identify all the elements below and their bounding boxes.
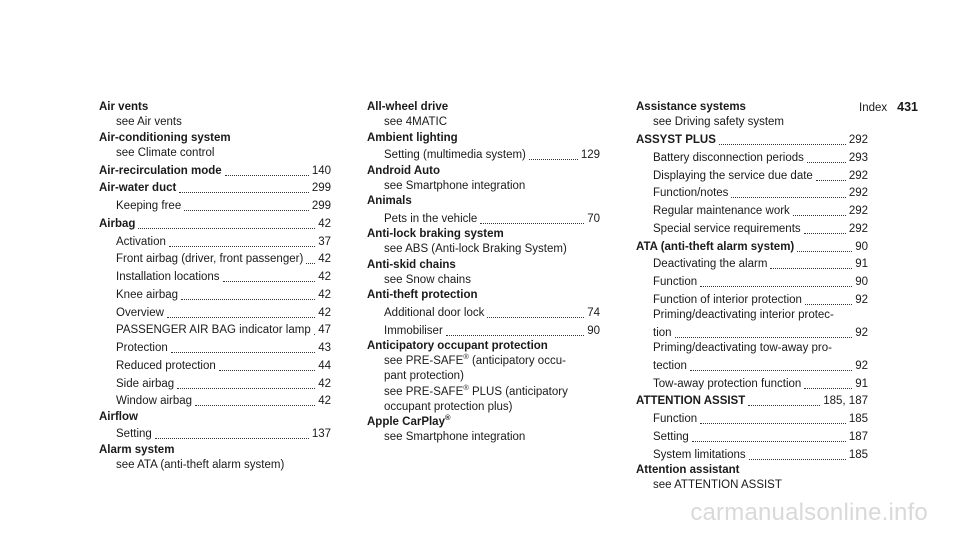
entry-heading: Ambient lighting xyxy=(367,131,458,144)
index-entry-air-conditioning xyxy=(99,131,331,162)
see-reference: see ABS (Anti-lock Braking System) xyxy=(384,243,567,256)
watermark: carmanualsonline.info xyxy=(690,499,928,526)
index-entry-anti-theft-protection xyxy=(367,288,600,339)
index-entry-ambient-lighting xyxy=(367,131,600,164)
subentry: Setting 137 xyxy=(116,428,331,441)
entry-heading: Attention assistant xyxy=(636,463,740,476)
subentry: PASSENGER AIR BAG indicator lamp 47 xyxy=(116,324,331,337)
subentry-continued: tection 92 xyxy=(653,359,868,372)
subentry: Special service requirements 292 xyxy=(653,222,868,235)
subentry-wrapped: Priming/deactivating tow-away pro- xyxy=(653,342,832,354)
entry-heading: All-wheel drive xyxy=(367,101,449,113)
index-entry-assistance-systems xyxy=(636,100,868,131)
see-reference: see Driving safety system xyxy=(653,116,785,129)
subentry: Function 90 xyxy=(653,276,868,288)
page-ref: 42 xyxy=(318,217,331,230)
subentry: Function of interior protection 92 xyxy=(653,293,868,306)
index-column-2 xyxy=(367,100,600,446)
see-reference-continued: occupant protection plus) xyxy=(384,400,513,413)
index-entry-air-vents xyxy=(99,100,331,131)
subentry: Battery disconnection periods 293 xyxy=(653,151,868,164)
entry-heading: Apple CarPlay® xyxy=(367,413,451,428)
subentry: Deactivating the alarm 91 xyxy=(653,258,868,271)
see-reference: see Snow chains xyxy=(384,273,471,286)
entry-heading: ASSYST PLUS xyxy=(636,134,716,146)
subentry: Window airbag 42 xyxy=(116,395,331,408)
subentry: Setting (multimedia system) 129 xyxy=(384,149,600,162)
entry-heading: Animals xyxy=(367,195,412,207)
index-entry-android-auto xyxy=(367,164,600,195)
subentry: Front airbag (driver, front passenger) 42 xyxy=(116,253,331,266)
entry-heading: Android Auto xyxy=(367,164,441,177)
index-entry-airbag xyxy=(99,214,331,409)
entry-heading: Anticipatory occupant protection xyxy=(367,339,548,352)
subentry: Protection 43 xyxy=(116,342,331,354)
subentry: Pets in the vehicle 70 xyxy=(384,212,600,225)
see-reference: see PRE-SAFE® PLUS (anticipatory xyxy=(384,382,568,398)
entry-heading: Anti-skid chains xyxy=(367,258,456,271)
subentry: Installation locations 42 xyxy=(116,271,331,283)
index-column-3 xyxy=(636,100,868,493)
entry-heading: Anti-theft protection xyxy=(367,289,478,301)
see-reference: see PRE-SAFE® (anticipatory occu- xyxy=(384,352,566,367)
entry-heading: Airbag xyxy=(99,217,136,230)
subentry: System limitations 185 xyxy=(653,448,868,461)
entry-heading: Assistance systems xyxy=(636,101,746,113)
index-entry-apple-carplay xyxy=(367,415,600,446)
page-ref: 140 xyxy=(311,164,331,177)
entry-heading: Air vents xyxy=(99,101,149,113)
subentry: Reduced protection 44 xyxy=(116,359,331,372)
index-entry-air-water-duct xyxy=(99,179,331,215)
index-column-1 xyxy=(99,100,331,473)
index-entry-airflow xyxy=(99,410,331,443)
subentry: Side airbag 42 xyxy=(116,377,331,390)
index-entry-all-wheel-drive xyxy=(367,100,600,131)
index-entry-air-recirculation xyxy=(99,161,331,179)
index-entry-alarm-system xyxy=(99,443,331,474)
see-reference: see ATTENTION ASSIST xyxy=(653,479,782,491)
subentry: Knee airbag 42 xyxy=(116,288,331,301)
subentry-continued: tion 92 xyxy=(653,326,868,339)
see-reference: see Climate control xyxy=(116,146,215,159)
entry-heading: Anti-lock braking system xyxy=(367,228,504,240)
see-reference: see Smartphone integration xyxy=(384,431,526,444)
entry-heading: ATTENTION ASSIST xyxy=(636,395,746,408)
see-reference-continued: pant protection) xyxy=(384,370,464,383)
page-ref: 299 xyxy=(311,200,331,212)
index-entry-anti-lock-braking xyxy=(367,227,600,258)
subentry: Activation 37 xyxy=(116,235,331,248)
entry-heading: Air-recirculation mode xyxy=(99,164,222,177)
index-entry-anti-skid-chains xyxy=(367,258,600,289)
subentry: Tow-away protection function 91 xyxy=(653,377,868,390)
subentry: Regular maintenance work 292 xyxy=(653,205,868,217)
see-reference: see 4MATIC xyxy=(384,116,448,129)
index-entry-attention-assistant xyxy=(636,463,868,494)
subentry: Keeping free 299 xyxy=(99,197,331,215)
entry-heading: Airflow xyxy=(99,410,138,423)
subentry: Overview 42 xyxy=(116,306,331,319)
page-ref: 299 xyxy=(311,182,331,195)
subentry: Function 185 xyxy=(653,413,868,425)
index-entry-ata xyxy=(636,237,868,392)
page-ref: 292 xyxy=(848,134,868,146)
index-entry-animals xyxy=(367,194,600,227)
see-reference: see ATA (anti-theft alarm system) xyxy=(116,458,285,471)
page-ref: 90 xyxy=(855,240,868,253)
see-reference: see Air vents xyxy=(116,116,182,129)
entry-heading: Air-water duct xyxy=(99,182,177,195)
index-entry-assyst-plus xyxy=(636,131,868,238)
subentry: Displaying the service due date 292 xyxy=(653,169,868,182)
subentry: Additional door lock 74 xyxy=(384,306,600,319)
subentry: Immobiliser 90 xyxy=(384,324,600,337)
index-entry-attention-assist xyxy=(636,392,868,463)
entry-heading: Air-conditioning system xyxy=(99,131,231,144)
index-entry-anticipatory-protection xyxy=(367,339,600,415)
see-reference: see Smartphone integration xyxy=(384,179,526,192)
subentry-wrapped: Priming/deactivating interior protec- xyxy=(653,309,834,321)
subentry: Function/notes 292 xyxy=(653,187,868,200)
index-label: Index xyxy=(859,102,888,114)
entry-heading: ATA (anti-theft alarm system) xyxy=(636,240,795,253)
subentry: Setting 187 xyxy=(653,430,868,443)
page-number: 431 xyxy=(897,100,918,114)
page-ref: 185, 187 xyxy=(823,395,868,408)
entry-heading: Alarm system xyxy=(99,443,175,456)
